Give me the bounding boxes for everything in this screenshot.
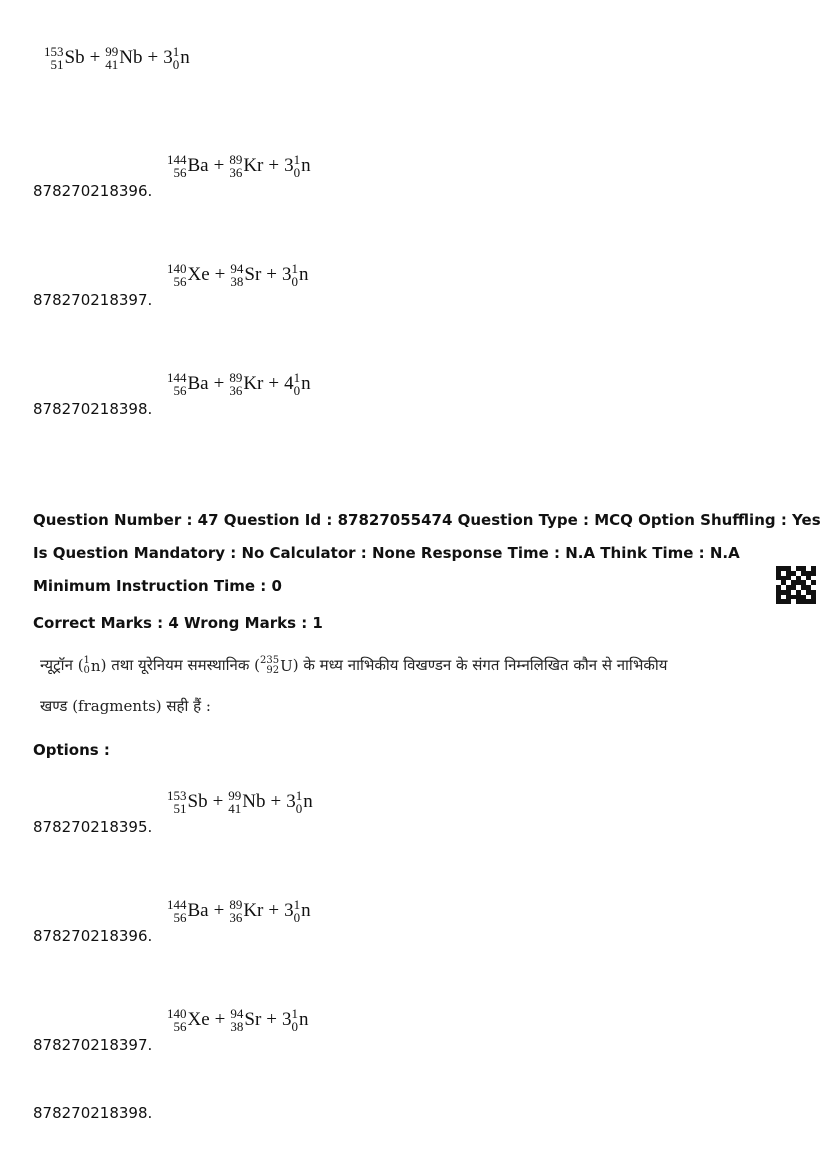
question-marks: Correct Marks : 4 Wrong Marks : 1 <box>33 614 323 632</box>
neutron-notation: ( 1 0 n) <box>77 655 107 676</box>
equation-top-3: 144 56 Ba + 89 36 Kr + 4 1 0 n <box>167 370 311 398</box>
option-equation-2: 140 56 Xe + 94 38 Sr + 3 1 0 n <box>167 1006 309 1034</box>
question-meta-line2: Is Question Mandatory : No Calculator : None Response Time : N.A Think Time : N.A <box>33 544 740 562</box>
question-text-line2: खण्ड (fragments) सही हैं : <box>40 697 211 715</box>
nuclide: 99 41 Nb <box>105 44 143 72</box>
option-id: 878270218397. <box>33 1036 153 1054</box>
nuclide: 153 51 Sb <box>44 44 85 72</box>
option-id: 878270218396. <box>33 182 153 200</box>
option-id: 878270218397. <box>33 291 153 309</box>
question-meta-line1: Question Number : 47 Question Id : 87827055474 Question Type : MCQ Option Shuffling : Yes <box>33 511 821 529</box>
option-id: 878270218398. <box>33 1104 153 1122</box>
option-id: 878270218398. <box>33 400 153 418</box>
nuclide: 1 0 n <box>172 44 190 72</box>
question-meta-line3: Minimum Instruction Time : 0 <box>33 577 282 595</box>
equation-top-1: 144 56 Ba + 89 36 Kr + 3 1 0 n <box>167 152 311 180</box>
question-text-line1: न्यूट्रॉन ( 1 0 n) तथा यूरेनियम समस्थानिक ( 235 92 U) के मध्य नाभिकीय विखण्डन के संगत निम्नलिखित कौन से नाभिकीय <box>40 655 668 676</box>
options-label: Options : <box>33 741 110 759</box>
option-equation-1: 144 56 Ba + 89 36 Kr + 3 1 0 n <box>167 897 311 925</box>
uranium-notation: ( 235 92 U) <box>254 655 299 676</box>
equation-top-2: 140 56 Xe + 94 38 Sr + 3 1 0 n <box>167 261 309 289</box>
qr-code-icon <box>776 566 816 604</box>
option-id: 878270218396. <box>33 927 153 945</box>
equation-top-0: 153 51 Sb + 99 41 Nb + 3 1 0 n <box>44 44 190 72</box>
option-id: 878270218395. <box>33 818 153 836</box>
option-equation-0: 153 51 Sb + 99 41 Nb + 3 1 0 n <box>167 788 313 816</box>
